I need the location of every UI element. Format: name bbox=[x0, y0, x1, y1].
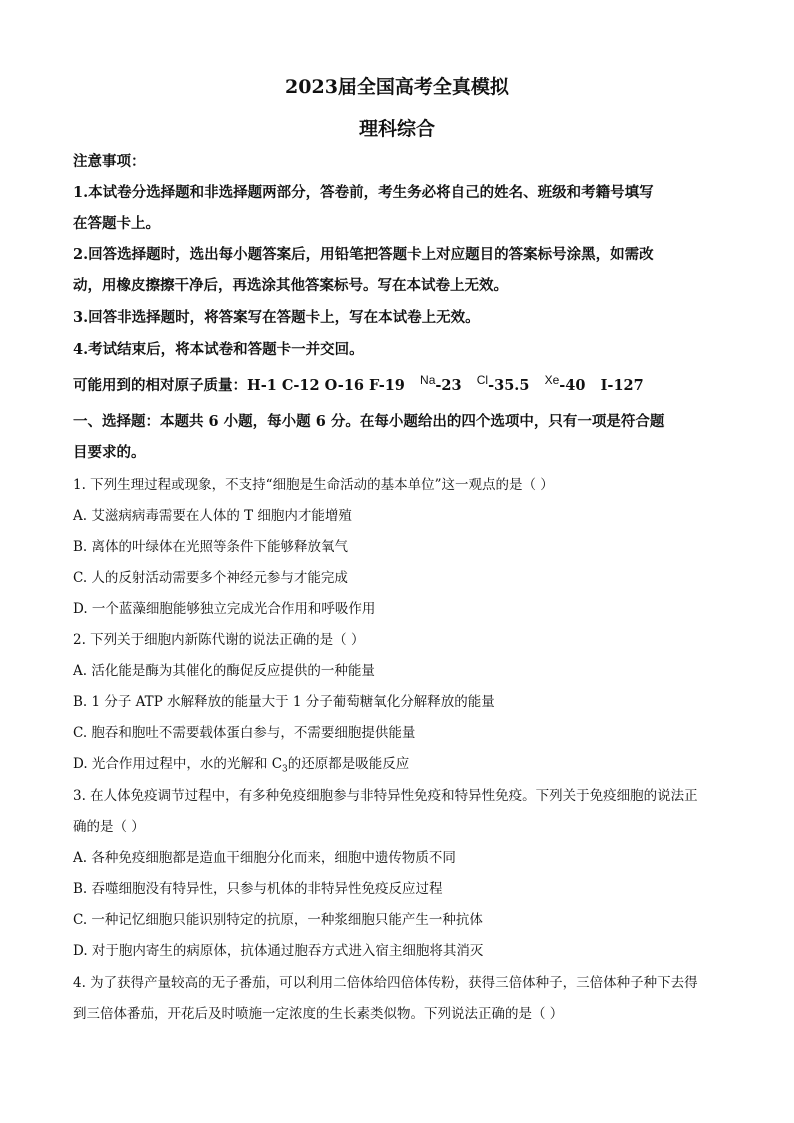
masses-suffix: I-127 bbox=[600, 377, 644, 394]
q3-option-c: C. 一种记忆细胞只能识别特定的抗原，一种浆细胞只能产生一种抗体 bbox=[73, 912, 483, 928]
notice-item-3: 3.回答非选择题时，将答案写在答题卡上，写在本试卷上无效。 bbox=[73, 309, 480, 326]
q3-option-d: D. 对于胞内寄生的病原体，抗体通过胞吞方式进入宿主细胞将其消灭 bbox=[73, 943, 484, 959]
q1-option-d: D. 一个蓝藻细胞能够独立完成光合作用和呼吸作用 bbox=[73, 601, 376, 617]
q2-option-c: C. 胞吞和胞吐不需要载体蛋白参与，不需要细胞提供能量 bbox=[73, 725, 416, 741]
na-symbol: Na bbox=[420, 373, 436, 387]
notice-item-1-line2: 在答题卡上。 bbox=[73, 215, 160, 232]
xe-symbol: Xe bbox=[544, 373, 560, 387]
notice-item-4: 4.考试结束后，将本试卷和答题卡一并交回。 bbox=[73, 341, 364, 358]
q4-stem-line1: 4. 为了获得产量较高的无子番茄，可以利用二倍体给四倍体传粉，获得三倍体种子，三倍体种子种下去得 bbox=[73, 975, 698, 991]
cl-value: -35.5 bbox=[488, 377, 530, 394]
section1-heading-line1: 一、选择题：本题共 6 小题，每小题 6 分。在每小题给出的四个选项中，只有一项是符合题 bbox=[73, 413, 665, 430]
notice-item-1-line1: 1.本试卷分选择题和非选择题两部分，答卷前，考生务必将自己的姓名、班级和考籍号填写 bbox=[73, 184, 654, 201]
q3-stem-line2: 确的是（ ） bbox=[73, 819, 145, 835]
masses-prefix: 可能用到的相对原子质量：H-1 C-12 O-16 F-19 bbox=[73, 377, 405, 394]
na-value: -23 bbox=[435, 377, 462, 394]
xe-value: -40 bbox=[559, 377, 586, 394]
q2-option-d-sub: 3 bbox=[282, 764, 288, 775]
q3-option-a: A. 各种免疫细胞都是造血干细胞分化而来，细胞中遗传物质不同 bbox=[73, 850, 456, 866]
cl-symbol: Cl bbox=[476, 373, 489, 387]
q2-option-d bbox=[73, 752, 409, 775]
q3-option-b: B. 吞噬细胞没有特异性，只参与机体的非特异性免疫反应过程 bbox=[73, 881, 443, 897]
q1-option-a: A. 艾滋病病毒需要在人体的 T 细胞内才能增殖 bbox=[73, 508, 352, 524]
q1-option-b: B. 离体的叶绿体在光照等条件下能够释放氧气 bbox=[73, 539, 349, 555]
section1-heading-line2: 目要求的。 bbox=[73, 444, 146, 461]
exam-subtitle: 理科综合 bbox=[358, 118, 435, 140]
q2-option-d-pre: D. 光合作用过程中，水的光解和 C bbox=[73, 756, 283, 772]
q1-stem: 1. 下列生理过程或现象，不支持“细胞是生命活动的基本单位”这一观点的是（ ） bbox=[73, 477, 554, 493]
q2-option-d-post: 的还原都是吸能反应 bbox=[287, 756, 410, 772]
q2-option-a: A. 活化能是酶为其催化的酶促反应提供的一种能量 bbox=[73, 663, 375, 679]
notice-heading: 注意事项： bbox=[73, 153, 146, 170]
q2-option-b: B. 1 分子 ATP 水解释放的能量大于 1 分子葡萄糖氧化分解释放的能量 bbox=[73, 694, 495, 710]
q4-stem-line2: 到三倍体番茄，开花后及时喷施一定浓度的生长素类似物。下列说法正确的是（ ） bbox=[73, 1006, 564, 1022]
notice-item-2-line1: 2.回答选择题时，选出每小题答案后，用铅笔把答题卡上对应题目的答案标号涂黑，如需改 bbox=[73, 246, 654, 263]
q2-stem: 2. 下列关于细胞内新陈代谢的说法正确的是（ ） bbox=[73, 632, 365, 648]
q1-option-c: C. 人的反射活动需要多个神经元参与才能完成 bbox=[73, 570, 348, 586]
q3-stem-line1: 3. 在人体免疫调节过程中，有多种免疫细胞参与非特异性免疫和特异性免疫。下列关于免疫细胞的说法正 bbox=[73, 788, 698, 804]
exam-title: 2023届全国高考全真模拟 bbox=[285, 76, 509, 98]
notice-item-2-line2: 动，用橡皮擦擦干净后，再选涂其他答案标号。写在本试卷上无效。 bbox=[73, 277, 508, 294]
atomic-masses-line bbox=[73, 374, 644, 395]
